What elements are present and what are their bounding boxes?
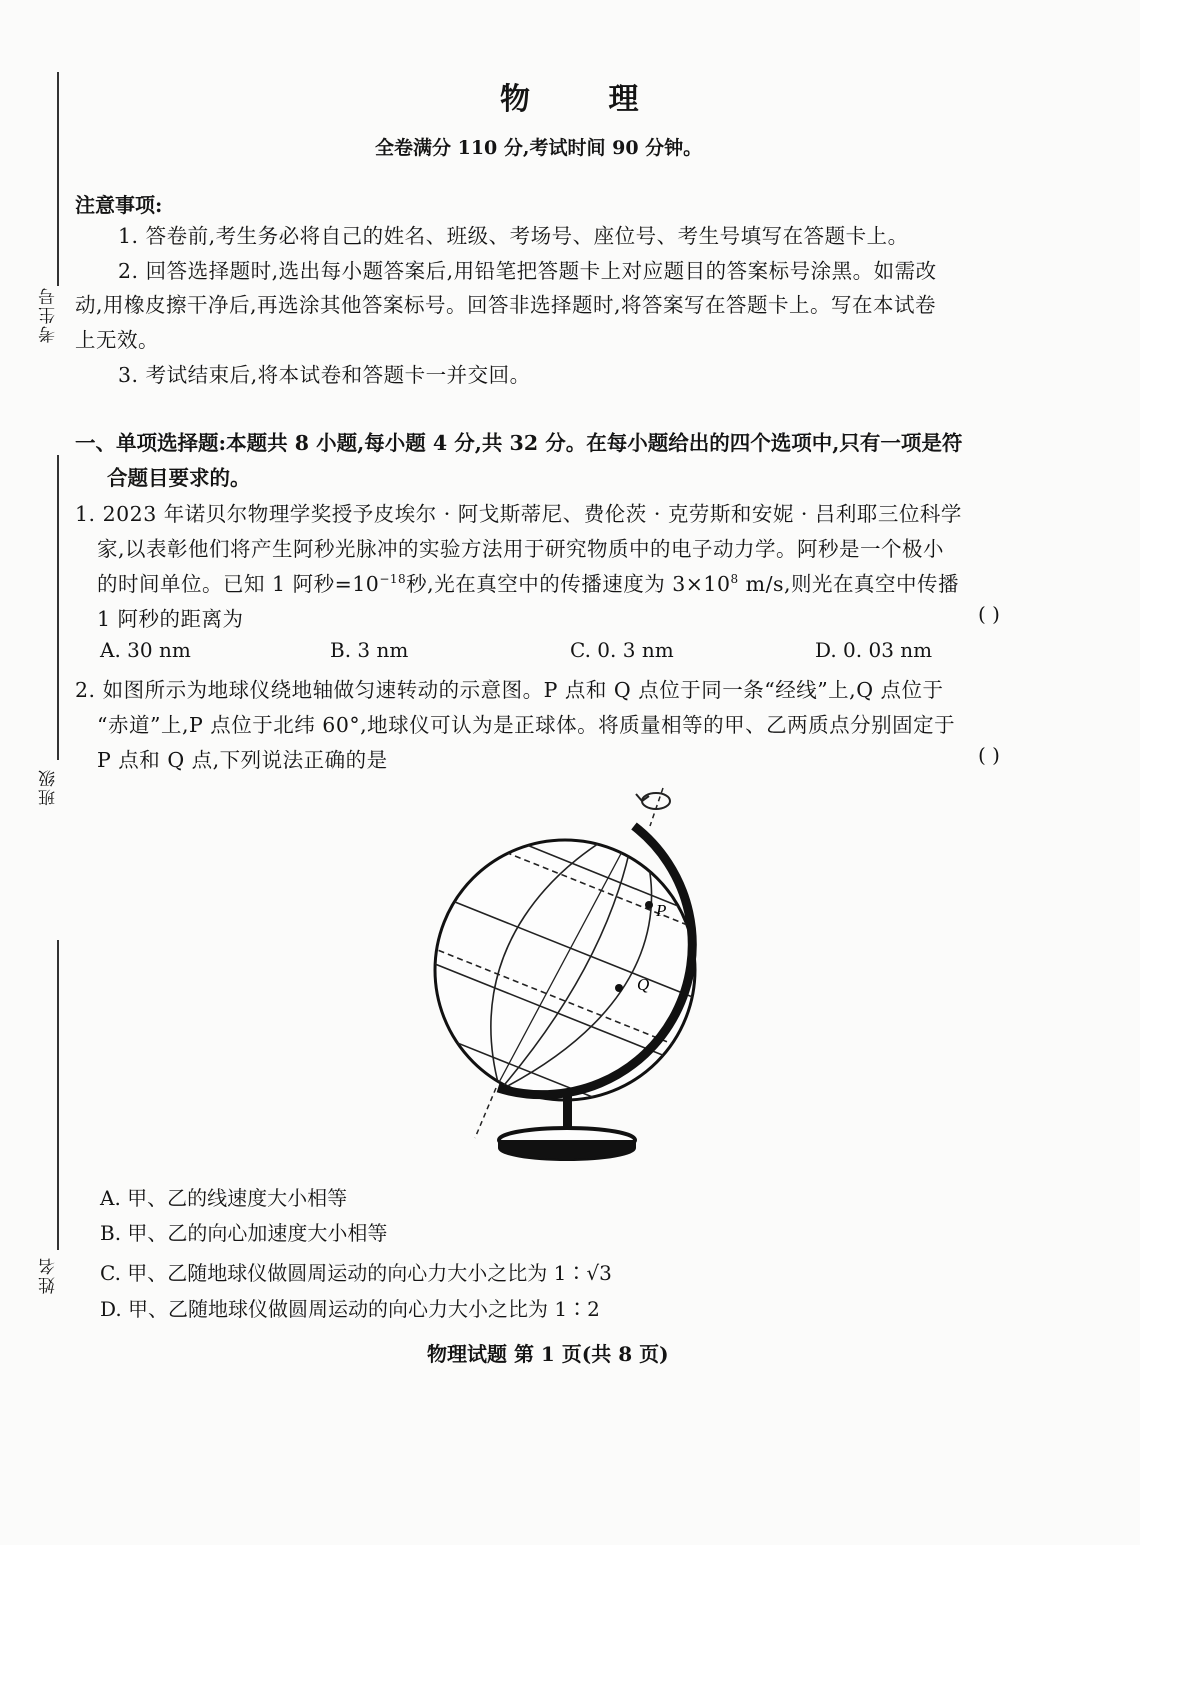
q1-option-d: D. 0. 03 nm	[815, 638, 933, 662]
q2-option-c: C. 甲、乙随地球仪做圆周运动的向心力大小之比为 1∶√3	[100, 1261, 612, 1285]
margin-rule	[57, 72, 59, 286]
globe-figure	[420, 778, 720, 1178]
note-line: 上无效。	[75, 328, 159, 352]
q2-option-a: A. 甲、乙的线速度大小相等	[100, 1186, 348, 1210]
q1-stem: 1. 2023 年诺贝尔物理学奖授予皮埃尔 · 阿戈斯蒂尼、费伦茨 · 克劳斯和安妮 · 吕利耶三位科学	[75, 502, 962, 526]
q1-stem: 1 阿秒的距离为	[97, 607, 244, 631]
q2-answer-blank: ( )	[978, 743, 1000, 767]
label-p: P	[656, 901, 667, 920]
q1-option-a: A. 30 nm	[100, 638, 191, 662]
margin-rule	[57, 455, 59, 760]
class-label: 班级	[39, 768, 59, 806]
page-title: 物 理	[500, 82, 673, 117]
globe-sphere	[435, 840, 695, 1100]
point-p	[645, 901, 653, 909]
note-line: 1. 答卷前,考生务必将自己的姓名、班级、考场号、座位号、考生号填写在答题卡上。	[118, 224, 909, 248]
q2-stem: P 点和 Q 点,下列说法正确的是	[97, 748, 388, 772]
q2-stem: 2. 如图所示为地球仪绕地轴做匀速转动的示意图。P 点和 Q 点位于同一条“经线”上,Q 点位于	[75, 678, 944, 702]
axis-bottom	[475, 1088, 496, 1138]
q1-option-b: B. 3 nm	[330, 638, 409, 662]
note-line: 动,用橡皮擦干净后,再选涂其他答案标号。回答非选择题时,将答案写在答题卡上。写在本试卷	[75, 293, 937, 317]
point-q	[615, 984, 623, 992]
note-line: 2. 回答选择题时,选出每小题答案后,用铅笔把答题卡上对应题目的答案标号涂黑。如需改	[118, 259, 937, 283]
section-heading: 一、单项选择题:本题共 8 小题,每小题 4 分,共 32 分。在每小题给出的四个选项中,只有一项是符	[75, 431, 963, 455]
q1-answer-blank: ( )	[978, 602, 1000, 626]
q2-option-d: D. 甲、乙随地球仪做圆周运动的向心力大小之比为 1∶2	[100, 1297, 600, 1321]
q2-option-b: B. 甲、乙的向心加速度大小相等	[100, 1221, 388, 1245]
note-line: 3. 考试结束后,将本试卷和答题卡一并交回。	[118, 363, 531, 387]
exam-id-label: 考生号	[39, 286, 59, 343]
q1-option-c: C. 0. 3 nm	[570, 638, 674, 662]
margin-rule	[57, 940, 59, 1250]
section-heading-cont: 合题目要求的。	[107, 466, 251, 490]
label-q: Q	[637, 975, 650, 994]
notes-heading: 注意事项:	[75, 193, 163, 217]
exam-info: 全卷满分 110 分,考试时间 90 分钟。	[375, 137, 703, 159]
page-footer: 物理试题 第 1 页(共 8 页)	[427, 1342, 669, 1366]
blank-margin	[0, 1545, 1200, 1699]
q1-stem: 家,以表彰他们将产生阿秒光脉冲的实验方法用于研究物质中的电子动力学。阿秒是一个极小	[97, 537, 945, 561]
q1-stem: 的时间单位。已知 1 阿秒$=10^{-18}$秒,光在真空中的传播速度为 $3\times 10^8$ m/s,则光在真空中传播	[97, 572, 960, 596]
q2-stem: “赤道”上,P 点位于北纬 60°,地球仪可认为是正球体。将质量相等的甲、乙两质点分别固定于	[97, 713, 956, 737]
name-label: 姓名	[39, 1256, 59, 1294]
